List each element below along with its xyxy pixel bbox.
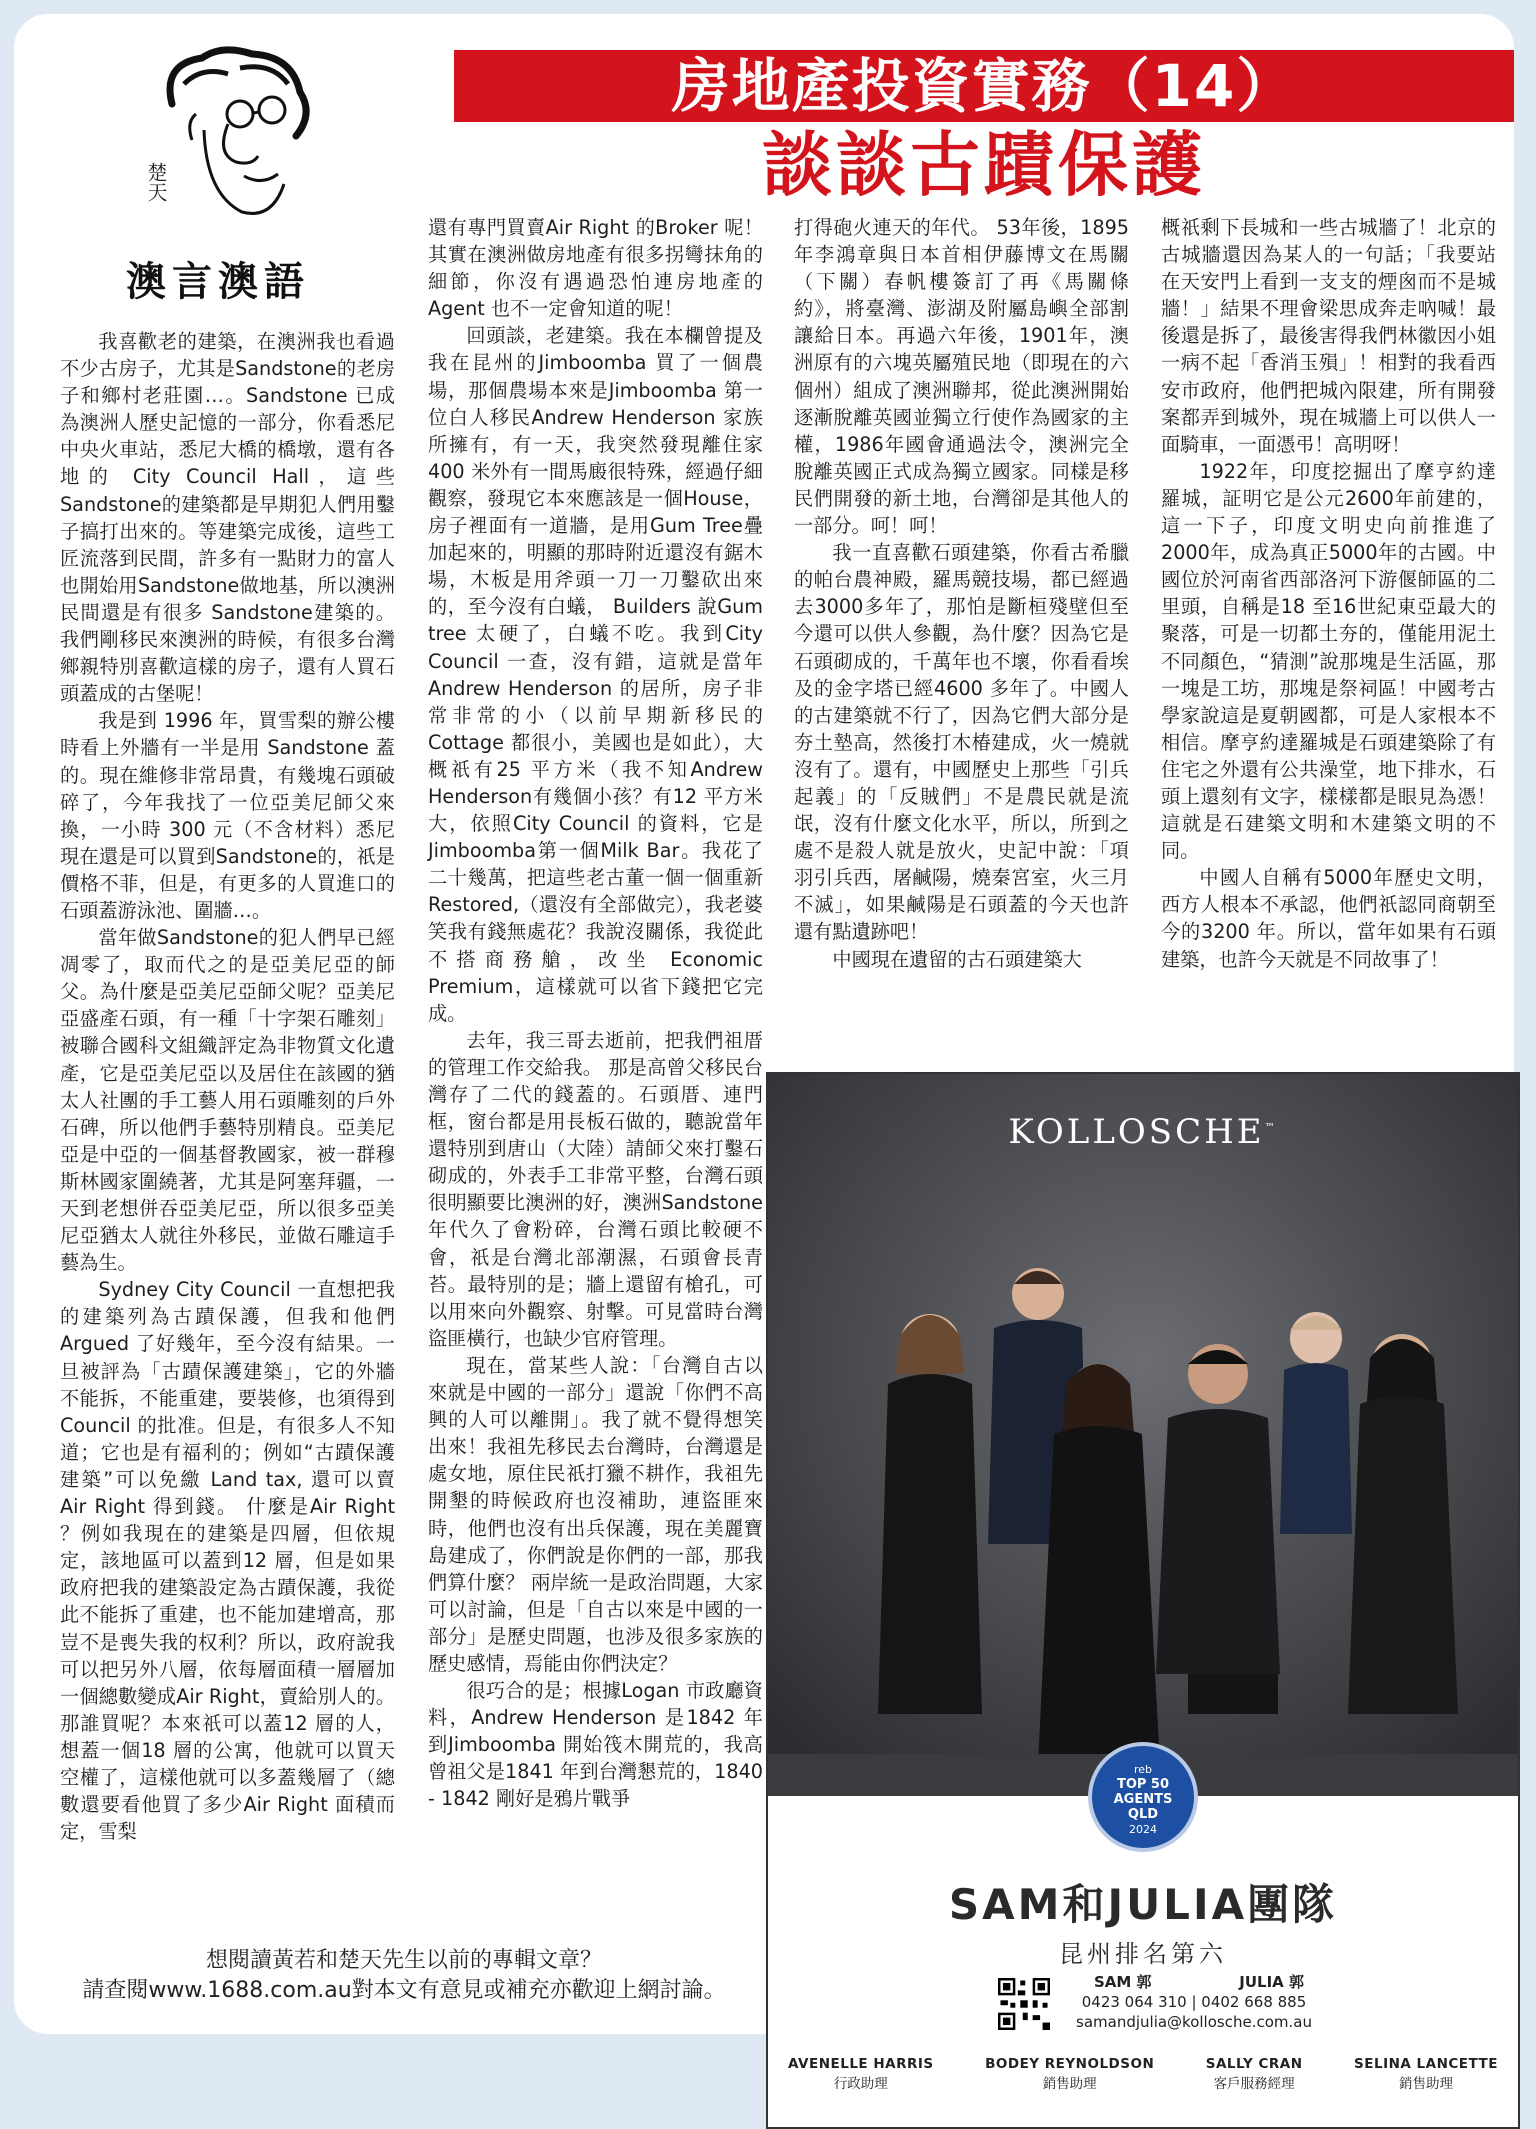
paragraph: 現在，當某些人說：「台灣自古以來就是中國的一部分」還說「你們不高興的人可以離開」。我了就不覺得想笑出來！我祖先移民去台灣時，台灣還是處女地，原住民祇打獵不耕作，我祖先開墾的時候政府也沒補助，連盜匪來時，他們也沒有出兵保護，現在美麗寶島建成了，你們說是你們的一部，那我們算什麼？ 兩岸統一是政治問題，大家可以討論，但是「自古以來是中國的一部分」是歷史問題，也涉及很多家族的歷史感情，焉能由你們決定？ [428, 1353, 763, 1675]
article-column-4 [1161, 214, 1496, 973]
staff-role: 銷售助理 [1398, 2076, 1453, 2092]
footer-line-2: 請查閱www.1688.com.au對本文有意見或補充亦歡迎上網討論。 [82, 1978, 726, 2003]
team-photo [768, 1074, 1518, 1796]
staff-member [985, 2054, 1154, 2094]
staff-name: SELINA LANCETTE [1354, 2056, 1498, 2072]
paragraph: 1922年，印度挖掘出了摩亨約達羅城，証明它是公元2600年前建的，這一下子，印度文明史向前推進了2000年，成為真正5000年的古國。中國位於河南省西部洛河下游偃師區的二里頭，自稱是18 至16世紀東亞最大的聚落，可是一切都土夯的，僅能用泥土不同顏色，“猜測”說那塊是生活區，那一塊是工坊，那塊是祭祠區！中國考古學家說這是夏朝國都，可是人家根本不相信。摩亨約達羅城是石頭建築除了有住宅之外還有公共澡堂，地下排水，石頭上還刻有文字，樣樣都是眼見為憑！這就是石建築文明和木建築文明的不同。 [1161, 459, 1496, 863]
article-column-2 [428, 214, 763, 1813]
staff-name: AVENELLE HARRIS [788, 2056, 934, 2072]
team-photo-illustration [768, 1074, 1518, 1796]
staff-role: 行政助理 [833, 2076, 888, 2092]
team-title: SAM和JULIA團隊 [948, 1880, 1338, 1929]
contact-details [1064, 1972, 1324, 2032]
headline-series: 房地產投資實務（14） [671, 52, 1297, 120]
staff-role: 客戶服務經理 [1213, 2076, 1295, 2092]
paragraph: 很巧合的是；根據Logan 市政廳資料，Andrew Henderson 是1842 年到Jimboomba 開始筏木開荒的，我高曾祖父是1841 年到台灣懇荒的，1840 - 1842 剛好是鴉片戰爭 [428, 1679, 763, 1811]
column-title: 澳言澳語 [126, 258, 310, 305]
staff-role: 銷售助理 [1042, 2076, 1097, 2092]
contact-names [1064, 1972, 1324, 1992]
paragraph: 我一直喜歡石頭建築，你看古希臘的帕台農神殿，羅馬競技場，都已經過去3000多年了，那怕是斷桓殘壁但至今還可以供人參觀，為什麼？因為它是石頭砌成的，千萬年也不壞，你看看埃及的金字塔已經4600 多年了。中國人的古建築就不行了，因為它們大部分是夯土墊高，然後打木椿建成，火一燒就沒有了。還有，中國歷史上那些「引兵起義」的「反賊們」不是農民就是流氓，沒有什麼文化水平，所以，所到之處不是殺人就是放火，史記中說：「項羽引兵西，屠鹹陽，燒秦宮室，火三月不滅」，如果鹹陽是石頭蓋的今天也許還有點遺跡吧！ [794, 541, 1129, 944]
trademark-mark: ™ [1264, 1122, 1278, 1134]
paragraph: 中國人自稱有5000年歷史文明，西方人根本不承認，他們祇認同商朝至今的3200 年。所以，當年如果有石頭建築，也許今天就是不同故事了！ [1161, 866, 1496, 971]
badge-qld: QLD [1127, 1807, 1159, 1822]
qr-code-icon[interactable] [998, 1978, 1050, 2030]
badge-agents: AGENTS [1113, 1792, 1173, 1807]
brand-name: KOLLOSCHE [1008, 1112, 1265, 1152]
headline-main: 談談古蹟保護 [762, 124, 1206, 206]
contact-sam: SAM 郭 [1094, 1973, 1152, 1991]
staff-member [1206, 2054, 1303, 2094]
staff-name: BODEY REYNOLDSON [985, 2056, 1155, 2072]
paragraph: 打得砲火連天的年代。 53年後，1895 年李鴻章與日本首相伊藤博文在馬關（下關）春帆樓簽訂了再《馬關條約》，將臺灣、澎湖及附屬島嶼全部割讓給日本。再過六年後，1901年，澳洲原有的六塊英屬殖民地（即現在的六個州）組成了澳洲聯邦，從此澳洲開始逐漸脫離英國並獨立行使作為國家的主權，1986年國會通過法令，澳洲完全脫離英國正式成為獨立國家。同樣是移民們開發的新土地，台灣卻是其他人的一部分。呵！呵！ [794, 216, 1129, 538]
staff-list [788, 2054, 1498, 2094]
paragraph: 回頭談，老建築。我在本欄曾提及我在昆州的Jimboomba 買了一個農場，那個農場本來是Jimboomba 第一位白人移民Andrew Henderson 家族所擁有，有一天，我突然發現離住家400 米外有一間馬廄很特殊，經過仔細觀察，發現它本來應該是一個House，房子裡面有一道牆，是用Gum Tree疊加起來的，明顯的那時附近還沒有鋸木場，木板是用斧頭一刀一刀鑿砍出來的，至今沒有白蟻， Builders 說Gum tree 太硬了，白蟻不吃。我到City Council 一查，沒有錯，這就是當年Andrew Henderson 的居所，房子非常非常的小（以前早期新移民的Cottage 都很小，美國也是如此），大概祇有25 平方米（我不知Andrew Henderson有幾個小孩？有12 平方米大，依照City Council 的資料，它是Jimboomba第一個Milk Bar。我花了二十幾萬，把這些老古董一個一個重新 Restored,（還沒有全部做完），我老婆笑我有錢無處花？我說沒關係，我從此不搭商務艙，改坐 Economic Premium，這樣就可以省下錢把它完成。 [428, 324, 763, 1025]
email-link[interactable]: samandjulia@kollosche.com.au [1076, 2013, 1312, 2031]
paragraph: 我喜歡老的建築，在澳洲我也看過不少古房子，尤其是Sandstone的老房子和鄉村老莊園…。Sandstone 已成為澳洲人歷史記憶的一部分，你看悉尼中央火車站，悉尼大橋的橋墩，還有各地的 City Council Hall，這些Sandstone的建築都是早期犯人們用鑿子搞打出來的。等建築完成後，這些工匠流落到民間，許多有一點財力的富人也開始用Sandstone做地基，所以澳洲民間還是有很多 Sandstone建築的。我們剛移民來澳洲的時候，有很多台灣鄉親特別喜歡這樣的房子，還有人買石頭蓋成的古堡呢！ [60, 330, 395, 706]
kollosche-advertisement [766, 1072, 1520, 2129]
article-column-3 [794, 214, 1129, 973]
paragraph: 還有專門買賣Air Right 的Broker 呢！其實在澳洲做房地產有很多拐彎抹角的細節，你沒有遇過恐怕連房地產的Agent 也不一定會知道的呢！ [428, 216, 763, 321]
badge-year: 2024 [1129, 1823, 1157, 1836]
footer-line-1: 想閱讀黃若和楚天先生以前的專輯文章？ [205, 1948, 602, 1973]
paragraph: 我是到 1996 年，買雪梨的辦公樓時看上外牆有一半是用 Sandstone 蓋的。現在維修非常昂貴，有幾塊石頭破碎了，今年我找了一位亞美尼師父來換，一小時 300 元（不含材料）悉尼現在還是可以買到Sandstone的，祇是價格不菲，但是，有更多的人買進口的石頭蓋游泳池、圍牆…。 [60, 709, 395, 922]
staff-name: SALLY CRAN [1205, 2056, 1303, 2072]
footer-note [54, 1946, 754, 2006]
staff-member [1354, 2054, 1498, 2094]
author-caricature [132, 44, 322, 254]
paragraph: 中國現在遺留的古石頭建築大 [832, 947, 1082, 971]
paragraph: Sydney City Council 一直想把我的建築列為古蹟保護，但我和他們 Argued 了好幾年，至今沒有結果。一旦被評為「古蹟保護建築」，它的外牆不能拆，不能重建，要裝修，也須得到 Council 的批准。但是，有很多人不知道；它也是有福利的；例如“古蹟保護建築”可以免繳 Land tax, 還可以賣 Air Right 得到錢。 什麼是Air Right ？例如我現在的建築是四層，但依規定，該地區可以蓋到12 層，但是如果政府把我的建築設定為古蹟保護，我從此不能拆了重建，也不能加建增高，那豈不是喪失我的权利？所以，政府說我可以把另外八層，依每層面積一層層加一個總數變成Air Right，賣給別人的。那誰買呢？本來祇可以蓋12 層的人，想蓋一個18 層的公寓，他就可以買天空權了，這樣他就可以多蓋幾層了（總數還要看他買了多少Air Right 面積而定，雪梨 [60, 1278, 395, 1844]
author-signature: 楚天 [144, 162, 168, 202]
paragraph: 去年，我三哥去逝前，把我們祖厝的管理工作交給我。 那是高曾父移民台灣存了二代的錢蓋的。石頭厝、連門框，窗台都是用長板石做的，聽說當年還特別到唐山（大陸）請師父來打鑿石砌成的，外表手工非常平整，台灣石頭很明顯要比澳洲的好，澳洲Sandstone 年代久了會粉碎，台灣石頭比較硬不會，祇是台灣北部潮濕，石頭會長青苔。最特別的是；牆上還留有槍孔，可以用來向外觀察、射擊。可見當時台灣盜匪橫行，也缺少官府管理。 [428, 1028, 763, 1350]
paragraph: 概祇剩下長城和一些古城牆了！北京的古城牆還因為某人的一句話；「我要站在天安門上看到一支支的煙囪而不是城牆！」結果不理會梁思成奔走吶喊！最後還是拆了，最後害得我們林徽因小姐一病不起「香消玉殞」！相對的我看西安市政府，他們把城內限建，所有開發案都弄到城外，現在城牆上可以供人一面騎車，一面憑弔！高明呀！ [1161, 216, 1496, 456]
phone-numbers[interactable]: 0423 064 310 | 0402 668 885 [1081, 1993, 1307, 2011]
badge-reb: reb [1133, 1763, 1153, 1776]
team-ranking: 昆州排名第六 [1059, 1940, 1227, 1968]
kollosche-logo [768, 1112, 1518, 1152]
contact-julia: JULIA 郭 [1239, 1973, 1304, 1991]
staff-member [788, 2054, 934, 2094]
article-column-1 [60, 328, 395, 1845]
badge-top50: TOP 50 [1116, 1777, 1170, 1792]
top-50-agents-badge [1088, 1742, 1198, 1852]
paragraph: 當年做Sandstone的犯人們早已經凋零了，取而代之的是亞美尼亞的師父。為什麼是亞美尼亞師父呢？亞美尼亞盛產石頭，有一種「十字架石雕刻」被聯合國科文組織評定為非物質文化遺產，它是亞美尼亞以及居住在該國的猶太人社團的手工藝人用石頭雕刻的戶外石碑，所以他們手藝特別精良。亞美尼亞是中亞的一個基督教國家，被一群穆斯林國家圍繞著，尤其是阿塞拜疆，一天到老想併吞亞美尼亞，所以很多亞美尼亞猶太人就往外移民，並做石雕這手藝為生。 [60, 926, 395, 1275]
